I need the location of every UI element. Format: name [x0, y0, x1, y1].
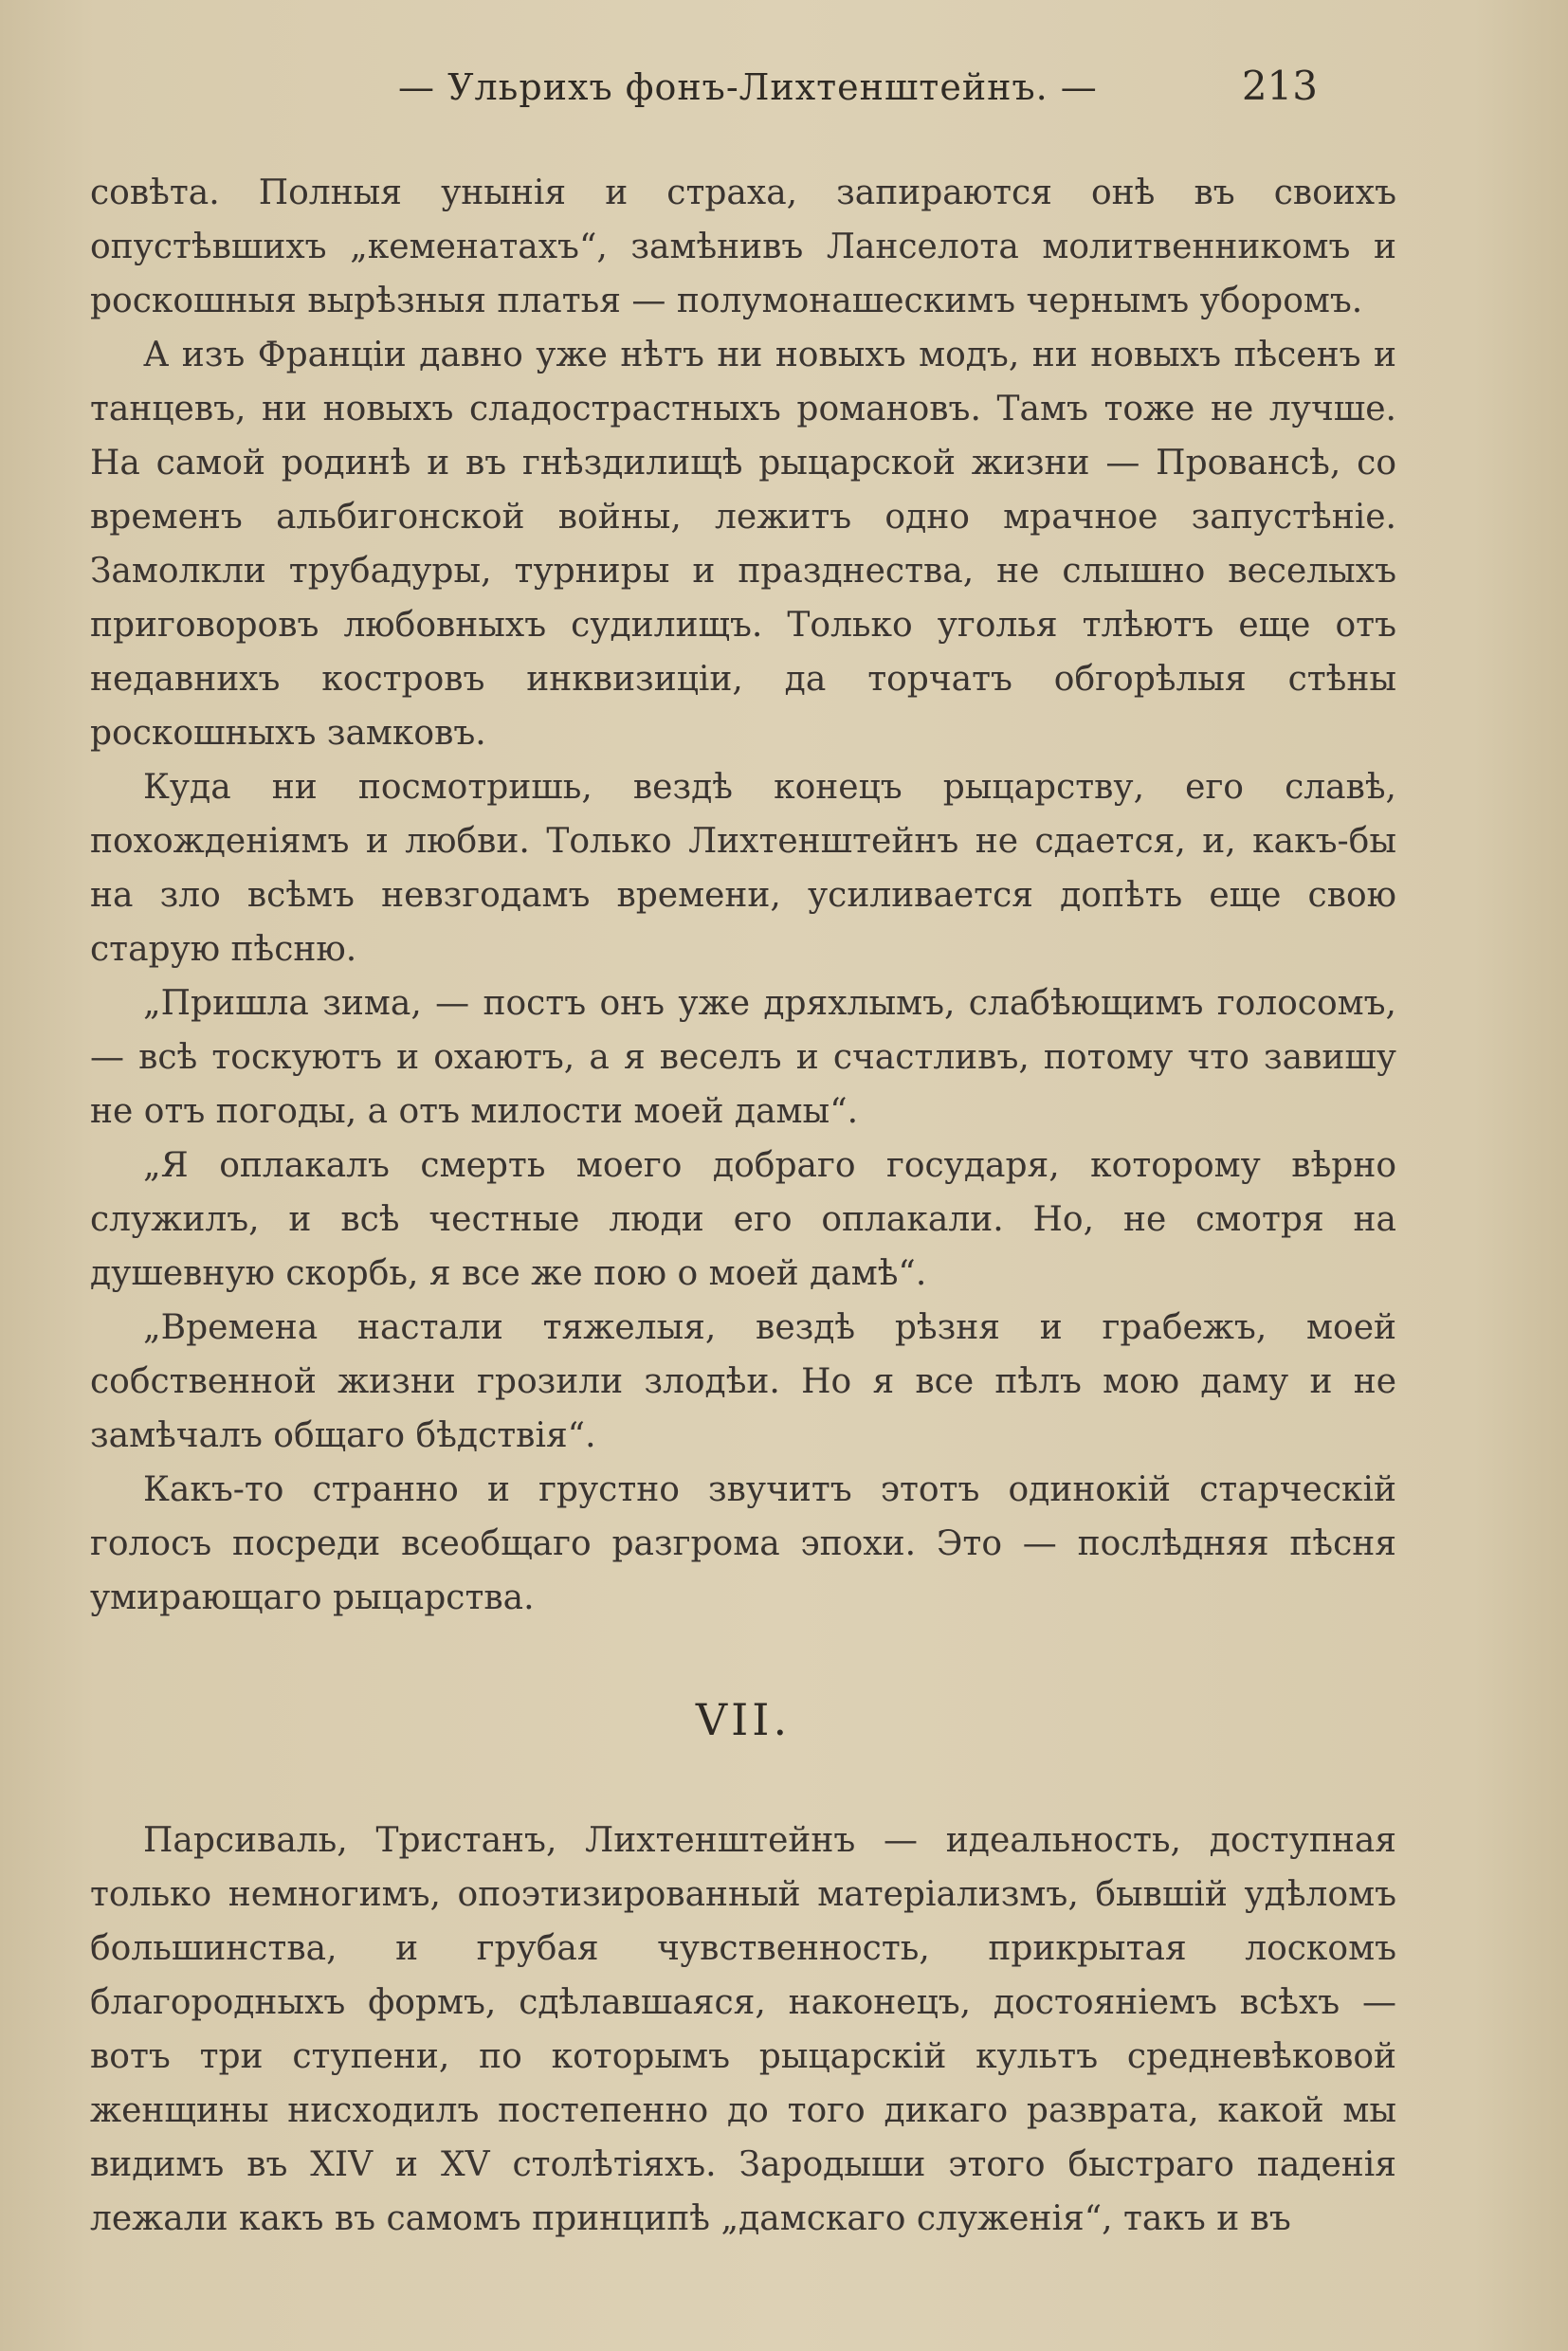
paragraph: Куда ни посмотришь, вездѣ конецъ рыцарству, его славѣ, похожденіямъ и любви. Только Лихтенштейнъ не сдается, и, какъ-бы на зло всѣмъ невзгодамъ времени, усиливается допѣть еще свою старую пѣсню.	[90, 768, 1396, 969]
paragraph: „Времена настали тяжелыя, вездѣ рѣзня и грабежъ, моей собственной жизни грозили злодѣи. Но я все пѣлъ мою даму и не замѣчалъ общаго бѣдствія“.	[90, 1308, 1396, 1455]
paragraph: Какъ-то странно и грустно звучитъ этотъ одинокій старческій голосъ посреди всеобщаго разгрома эпохи. Это — послѣдняя пѣсня умирающаго рыцарства.	[90, 1470, 1396, 1617]
paragraph: совѣта. Полныя унынія и страха, запираются онѣ въ своихъ опустѣвшихъ „кеменатахъ“, замѣнивъ Ланселота молитвенникомъ и роскошныя вырѣзныя платья — полумонашескимъ чернымъ уборомъ.	[90, 173, 1396, 320]
page-number: 213	[1241, 63, 1318, 109]
paragraph: „Пришла зима, — постъ онъ уже дряхлымъ, слабѣющимъ голосомъ, — всѣ тоскуютъ и охаютъ, а я веселъ и счастливъ, потому что завишу не отъ погоды, а отъ милости моей дамы“.	[90, 984, 1396, 1131]
running-title: — Ульрихъ фонъ-Лихтенштейнъ. —	[398, 66, 1098, 108]
paragraph: Парсиваль, Тристанъ, Лихтенштейнъ — идеальность, доступная только немногимъ, опоэтизированный матеріализмъ, бывшій удѣломъ большинства, и грубая чувственность, прикрытая лоскомъ благородныхъ формъ, сдѣлавшаяся, наконецъ, достояніемъ всѣхъ — вотъ три ступени, по которымъ рыцарскій культъ средневѣковой женщины нисходилъ постепенно до того дикаго разврата, какой мы видимъ въ XIV и XV столѣтіяхъ. Зародыши этого быстраго паденія лежали какъ въ самомъ принципѣ „дамскаго служенія“, такъ и въ	[90, 1821, 1396, 2238]
section-heading: VII.	[695, 1694, 792, 1745]
paragraph: „Я оплакалъ смерть моего добраго государя, которому вѣрно служилъ, и всѣ честные люди его оплакали. Но, не смотря на душевную скорбь, я все же пою о моей дамѣ“.	[90, 1146, 1396, 1293]
paragraph: А изъ Франціи давно уже нѣтъ ни новыхъ модъ, ни новыхъ пѣсенъ и танцевъ, ни новыхъ сладострастныхъ романовъ. Тамъ тоже не лучше. На самой родинѣ и въ гнѣздилищѣ рыцарской жизни — Провансѣ, со временъ альбигонской войны, лежитъ одно мрачное запустѣніе. Замолкли трубадуры, турниры и празднества, не слышно веселыхъ приговоровъ любовныхъ судилищъ. Только уголья тлѣютъ еще отъ недавнихъ костровъ инквизиціи, да торчатъ обгорѣлыя стѣны роскошныхъ замковъ.	[90, 336, 1396, 753]
page-body	[90, 166, 1396, 2246]
page-header	[85, 63, 1403, 123]
